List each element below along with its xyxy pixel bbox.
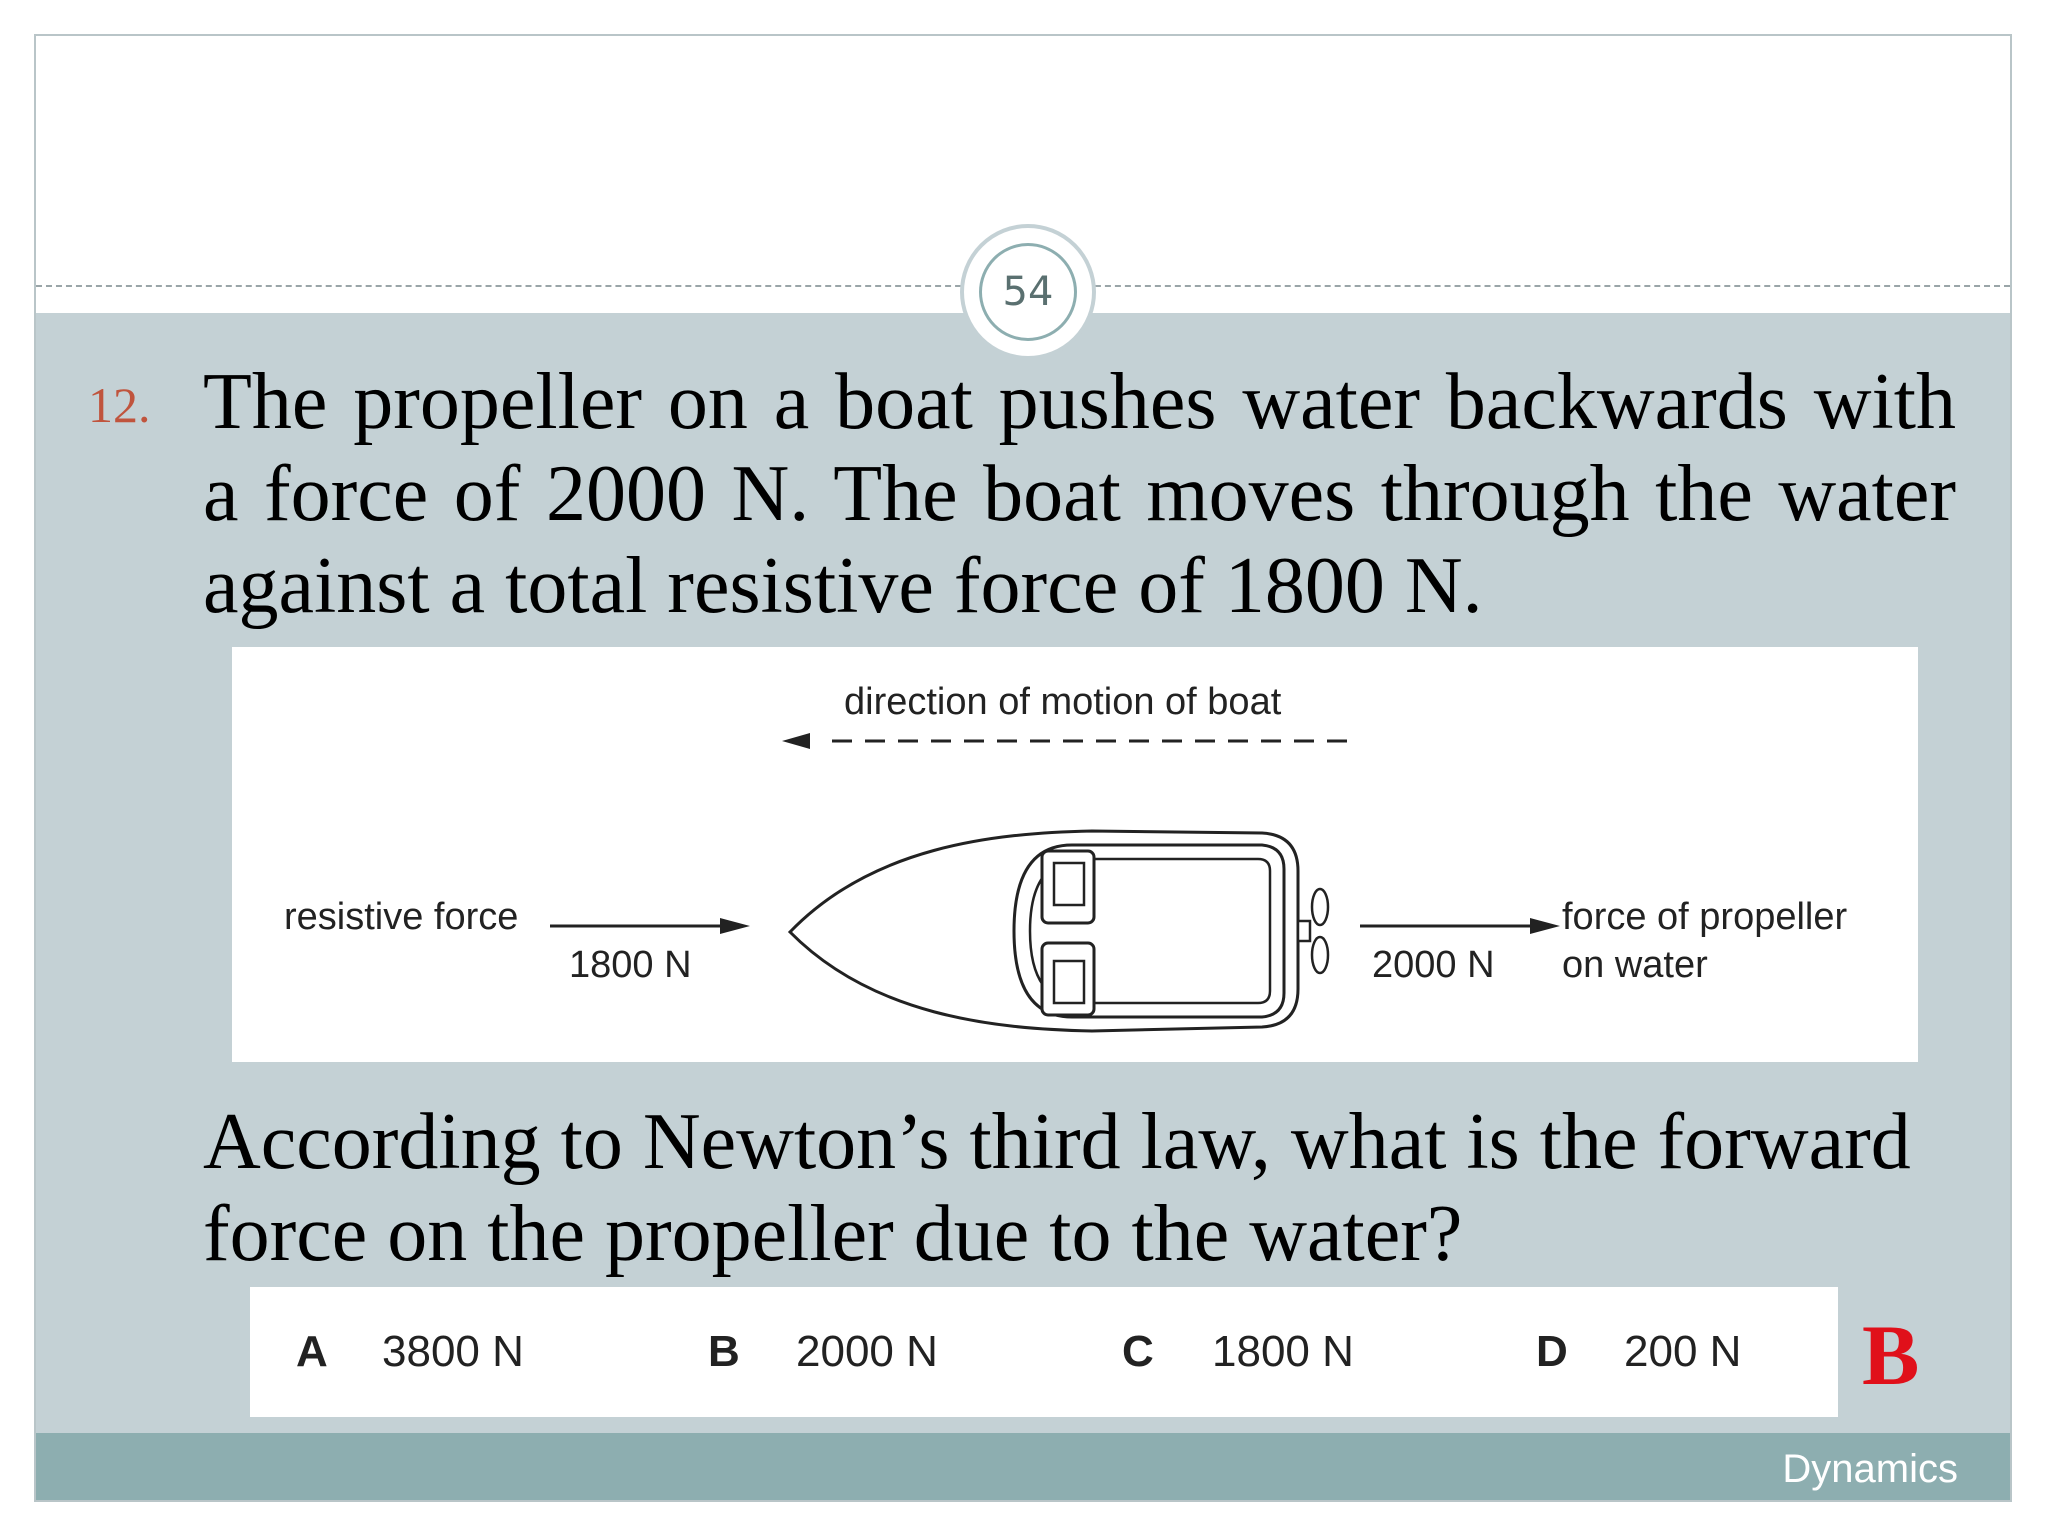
propeller-force-value: 2000 N xyxy=(1372,944,1495,986)
boat-diagram-svg xyxy=(232,647,1918,1062)
question-text: The propeller on a boat pushes water backwards with a force of 2000 N. The boat moves through the water against a total resistive force of 1800 N. xyxy=(203,358,1956,630)
followup-question: According to Newton’s third law, what is the forward force on the propeller due to the water? xyxy=(203,1098,1911,1278)
footer-bar xyxy=(36,1433,2010,1500)
propeller-blade-bottom-icon xyxy=(1312,937,1328,973)
question-number: 12. xyxy=(88,377,151,433)
propeller-force-label-1: force of propeller xyxy=(1562,896,1848,938)
option-a-letter: A xyxy=(296,1327,328,1376)
propeller-shaft-icon xyxy=(1298,921,1310,941)
propeller-blade-top-icon xyxy=(1312,889,1328,925)
option-b-value: 2000 N xyxy=(796,1327,938,1376)
resistive-force-value: 1800 N xyxy=(569,944,692,986)
resistive-force-label: resistive force xyxy=(284,896,519,938)
option-c-letter: C xyxy=(1122,1327,1154,1376)
propeller-force-label-2: on water xyxy=(1562,944,1708,986)
option-a-value: 3800 N xyxy=(382,1327,524,1376)
option-d-value: 200 N xyxy=(1624,1327,1742,1376)
slide-number-badge xyxy=(960,224,1096,360)
motion-arrow-head xyxy=(782,733,810,749)
option-c-value: 1800 N xyxy=(1212,1327,1354,1376)
option-b-letter: B xyxy=(708,1327,740,1376)
propeller-arrow-head xyxy=(1530,918,1560,934)
answer-options xyxy=(250,1287,1838,1417)
motion-label: direction of motion of boat xyxy=(844,681,1282,723)
correct-answer: B xyxy=(1862,1307,1920,1403)
slide-number: 54 xyxy=(979,243,1077,341)
footer-topic: Dynamics xyxy=(1782,1447,1958,1491)
option-d-letter: D xyxy=(1536,1327,1568,1376)
resistive-arrow-head xyxy=(720,918,750,934)
boat-diagram xyxy=(232,647,1918,1062)
